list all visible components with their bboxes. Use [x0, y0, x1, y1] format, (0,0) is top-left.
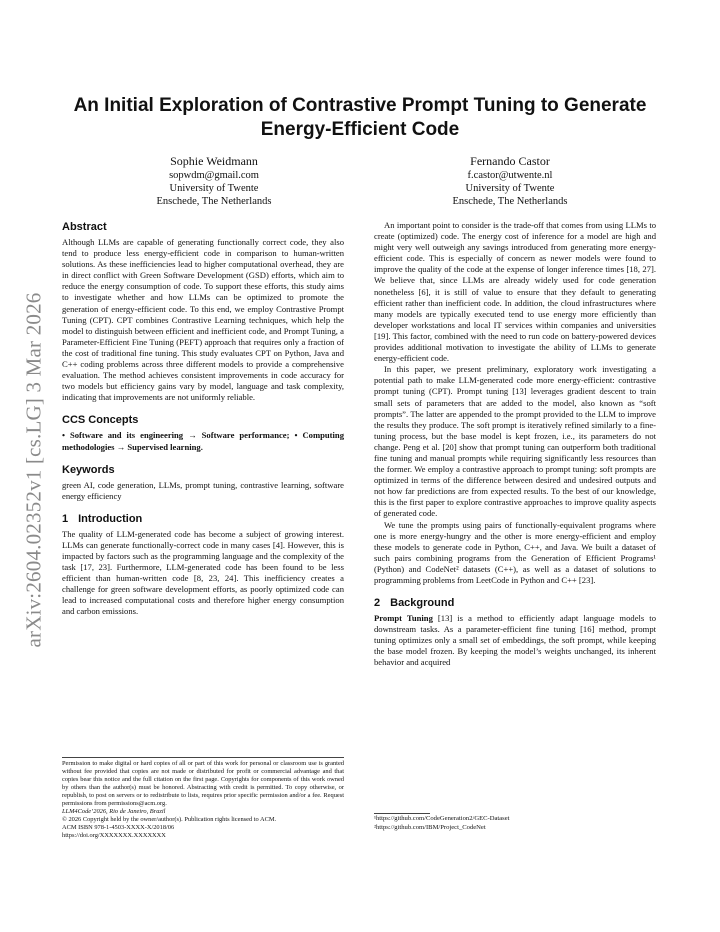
author-block-2 — [390, 154, 630, 208]
right-column — [374, 220, 656, 669]
author-name: Sophie Weidmann — [170, 154, 258, 168]
footnotes — [374, 815, 656, 832]
background-lead: Prompt Tuning — [374, 613, 433, 624]
permission-notice — [62, 760, 344, 840]
ccs-heading: CCS Concepts — [62, 414, 139, 427]
section-number: 1 — [62, 512, 69, 525]
intro-paragraph-1: The quality of LLM-generated code has become a subject of growing interest. LLMs can generate functionally-correct code in many cases [4]. However, this is impacted by factors such as the programming language and the complexity of the task [17, 23]. Furthermore, LLM-generated code has been found to be less efficient than human-written code [8, 23, 24]. This inefficiency creates a challenge for green software development efforts, as poorly optimized code can lead to increased computational costs and therefore higher energy consumption and carbon emissions. — [62, 528, 344, 617]
author-affiliation: University of Twente — [465, 183, 555, 194]
copyright-text: © 2026 Copyright held by the owner/author(s). Publication rights licensed to ACM. — [62, 816, 277, 823]
section-title: Background — [390, 597, 455, 610]
arxiv-watermark — [14, 270, 54, 670]
intro-paragraph-2: An important point to consider is the trade-off that comes from using LLMs to create (optimized) code. The energy cost of inference for a model are high and might very well outweigh any savings introduced from generating more energy-efficient code. This is especially of concern as newer models were found to improve the quality of the code at the expense of longer inference times [18, 27]. We believe that, since LLMs are already widely used for code generation nonetheless [6], it is still of value to ensure that they default to generating efficient rather than inefficient code. In addition, the cloud infrastructures where many models are typically executed tend to use energy more efficiently than developer workstations and local IT services within companies and universities [19]. This factor, combined with the need to run code on battery-powered devices provides additional motivation to investigate the ability of LLMs to generate energy-efficient code. — [374, 220, 656, 364]
doi-text: https://doi.org/XXXXXXX.XXXXXXX — [62, 832, 166, 839]
venue-text: LLM4Code’2026, Rio de Janeiro, Brazil — [62, 808, 166, 815]
footnote-1: ¹https://github.com/CodeGeneration2/GEC-Dataset — [374, 815, 510, 822]
section-title: Introduction — [78, 512, 143, 525]
background-text: [13] is a method to efficiently adapt language models to downstream tasks. As a parameter-efficient fine tuning [16] method, prompt tuning optimizes only a small set of embeddings, the soft prompt, while keeping the base model frozen. By keeping the model’s weights unchanged, its inherent behavior and acquired — [374, 613, 656, 668]
author-location: Enschede, The Netherlands — [452, 196, 568, 207]
author-block-1 — [94, 154, 334, 208]
intro-heading — [62, 512, 344, 526]
author-email: sopwdm@gmail.com — [169, 170, 259, 181]
ccs-text: • Software and its engineering → Software performance; • Computing methodologies → Supervised learning. — [62, 430, 344, 452]
author-affiliation: University of Twente — [169, 183, 259, 194]
author-name: Fernando Castor — [470, 154, 550, 168]
keywords-heading: Keywords — [62, 463, 115, 476]
isbn-text: ACM ISBN 978-1-4503-XXXX-X/2018/06 — [62, 824, 175, 831]
left-column — [62, 220, 344, 618]
permission-text: Permission to make digital or hard copies of all or part of this work for personal or classroom use is granted without fee provided that copies are not made or distributed for profit or commercial advantage and that copies bear this notice and the full citation on the first page. Copyrights for components of this work owned by others than the author(s) must be honored. Abstracting with credit is permitted. To copy otherwise, or republish, to post on servers or to redistribute to lists, requires prior specific permission and/or a fee. Request permissions from permissions@acm.org. — [62, 760, 344, 807]
background-heading — [374, 596, 656, 610]
keywords-text: green AI, code generation, LLMs, prompt tuning, contrastive learning, software energy efficiency — [62, 479, 344, 501]
background-paragraph — [374, 613, 656, 668]
arxiv-id: arXiv:2604.02352v1 [cs.LG] 3 Mar 2026 — [21, 292, 46, 648]
intro-paragraph-3: In this paper, we present preliminary, exploratory work investigating a potential path to make LLM-generated code more energy-efficient: contrastive prompt tuning (CPT). Prompt tuning [13] leverages gradient descent to train small sets of parameters that are added to the model, also known as “soft prompts”. The latter are appended to the prompt provided to the LLM to improve the results they produce. The soft prompt is iteratively refined similarly to a fine-tuning process, but the base model is kept frozen, i.e., its parameters do not change. Peng et al. [20] show that prompt tuning can outperform both traditional fine tuning and manual prompts while requiring significantly less resources than the former. We employ a contrastive approach to prompt tuning: soft prompts are optimized in terms of the difference between desired and undesired outputs and not how far predictions are from expected results. To the best of our knowledge, this is the first paper to explore contrastive approaches to improve quality aspects of generated code. — [374, 364, 656, 519]
abstract-heading: Abstract — [62, 221, 107, 233]
permission-divider — [62, 757, 344, 758]
footnote-divider — [374, 813, 430, 814]
section-number: 2 — [374, 597, 381, 610]
author-email: f.castor@utwente.nl — [467, 170, 553, 181]
footnote-2: ²https://github.com/IBM/Project_CodeNet — [374, 823, 486, 831]
abstract-text: Although LLMs are capable of generating functionally correct code, they also tend to produce less energy-efficient code in comparison to human-written solutions. As these inefficiencies lead to higher computational overhead, they are in direct conflict with Green Software Development (GSD) efforts, which aim to reduce the energy consumption of code. To support these efforts, this study aims to investigate whether and how LLMs can be optimized to promote the generation of energy-efficient code. To this end, we employ Contrastive Prompt Tuning (CPT). CPT combines Contrastive Learning techniques, which help the model to distinguish between efficient and inefficient code, and Prompt Tuning, a Parameter-Efficient Fine Tuning (PEFT) approach that requires only a fraction of the cost of traditional fine tuning. This study evaluates CPT on Python, Java and C++ coding problems across three different models to provide a comprehensive evaluation. The method achieves consistent improvements in code accuracy for two models but efficiency gains vary by model, language and task complexity, indicating that improvements are not uniformly reliable. — [62, 237, 344, 403]
author-location: Enschede, The Netherlands — [156, 196, 272, 207]
intro-paragraph-4: We tune the prompts using pairs of functionally-equivalent programs where one is more energy-hungry and the other is more energy-efficient and employ these models to generate code in Python, C++, and Java. We built a dataset of such pairs combining programs from the Generation of Efficient Programs¹ (Python) and CodeNet² datasets (C++), as well as a dataset of solutions to programming problems from LeetCode in Python and C++ [23]. — [374, 519, 656, 585]
paper-title: An Initial Exploration of Contrastive Prompt Tuning to Generate Energy-Efficient Code — [73, 95, 647, 140]
